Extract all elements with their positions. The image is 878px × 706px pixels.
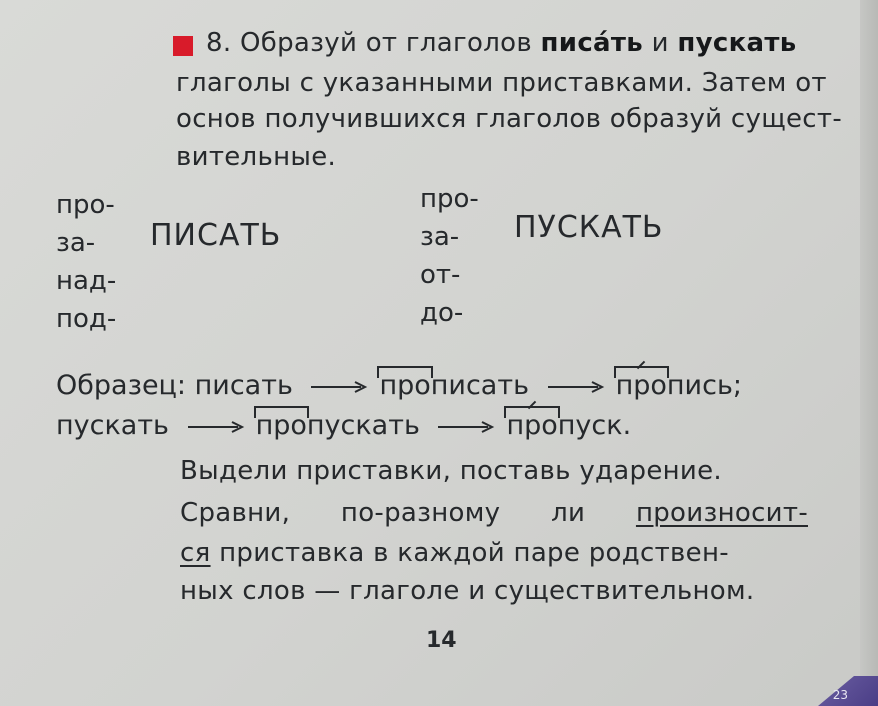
example-base-verb: пускать (56, 410, 169, 441)
right-prefix: до- (420, 298, 464, 328)
example-base-verb: писать (194, 370, 293, 401)
right-prefix: за- (420, 222, 460, 252)
task-verb-2: пускать (677, 28, 797, 58)
corner-number: 23 (832, 688, 848, 702)
instruction-word: ли (551, 498, 586, 528)
left-prefix-list (56, 186, 116, 338)
instruction-word: Сравни, (180, 498, 291, 528)
arrow-icon (436, 420, 498, 434)
prefix-mark: про (255, 410, 307, 441)
task-line-4: вительные. (176, 142, 337, 172)
underlined-word: произносит- (635, 498, 808, 528)
task-intro: Образуй от глаголов (240, 28, 532, 58)
example-label: Образец: (56, 370, 187, 401)
example-noun: пуск. (557, 410, 632, 441)
task-number: 8. (206, 28, 232, 58)
instruction-line-4: ных слов — глаголе и существительном. (180, 576, 755, 606)
right-prefix: про- (420, 184, 479, 214)
left-root-verb: ПИСАТЬ (150, 218, 282, 253)
task-conjunction: и (651, 28, 669, 58)
instruction-word: по-разному (340, 498, 501, 528)
example-derived-verb: писать (430, 370, 529, 401)
task-verb-1: писа́ть (540, 28, 643, 58)
prefix-mark-stressed: про (506, 410, 558, 441)
arrow-icon (186, 420, 248, 434)
arrow-icon (309, 380, 371, 394)
right-prefix: от- (420, 260, 461, 290)
prefix-mark-stressed: про (615, 370, 667, 401)
right-root-verb: ПУСКАТЬ (514, 210, 664, 245)
page-edge (860, 0, 878, 706)
page-number: 14 (426, 628, 457, 653)
right-prefix-list (420, 180, 479, 332)
left-prefix: над- (56, 266, 117, 296)
task-marker-square (173, 36, 193, 56)
instruction-line-3 (180, 538, 729, 568)
example-noun: пись; (666, 370, 742, 401)
task-line-1 (206, 28, 797, 58)
left-prefix: под- (56, 304, 117, 334)
left-prefix: за- (56, 228, 96, 258)
prefix-mark: про (379, 370, 431, 401)
example-row-2 (56, 410, 631, 441)
example-row-1 (56, 370, 742, 401)
task-line-2: глаголы с указанными приставками. Затем от (176, 68, 827, 98)
underlined-word: ся (180, 538, 211, 568)
instruction-text: приставка в каждой паре родствен- (219, 538, 729, 568)
cover-corner (818, 676, 878, 706)
instruction-line-1: Выдели приставки, поставь ударение. (180, 456, 722, 486)
instruction-line-2 (180, 498, 808, 528)
example-derived-verb: пускать (306, 410, 420, 441)
arrow-icon (546, 380, 608, 394)
task-line-3: основ получившихся глаголов образуй сущест- (176, 104, 842, 134)
left-prefix: про- (56, 190, 115, 220)
